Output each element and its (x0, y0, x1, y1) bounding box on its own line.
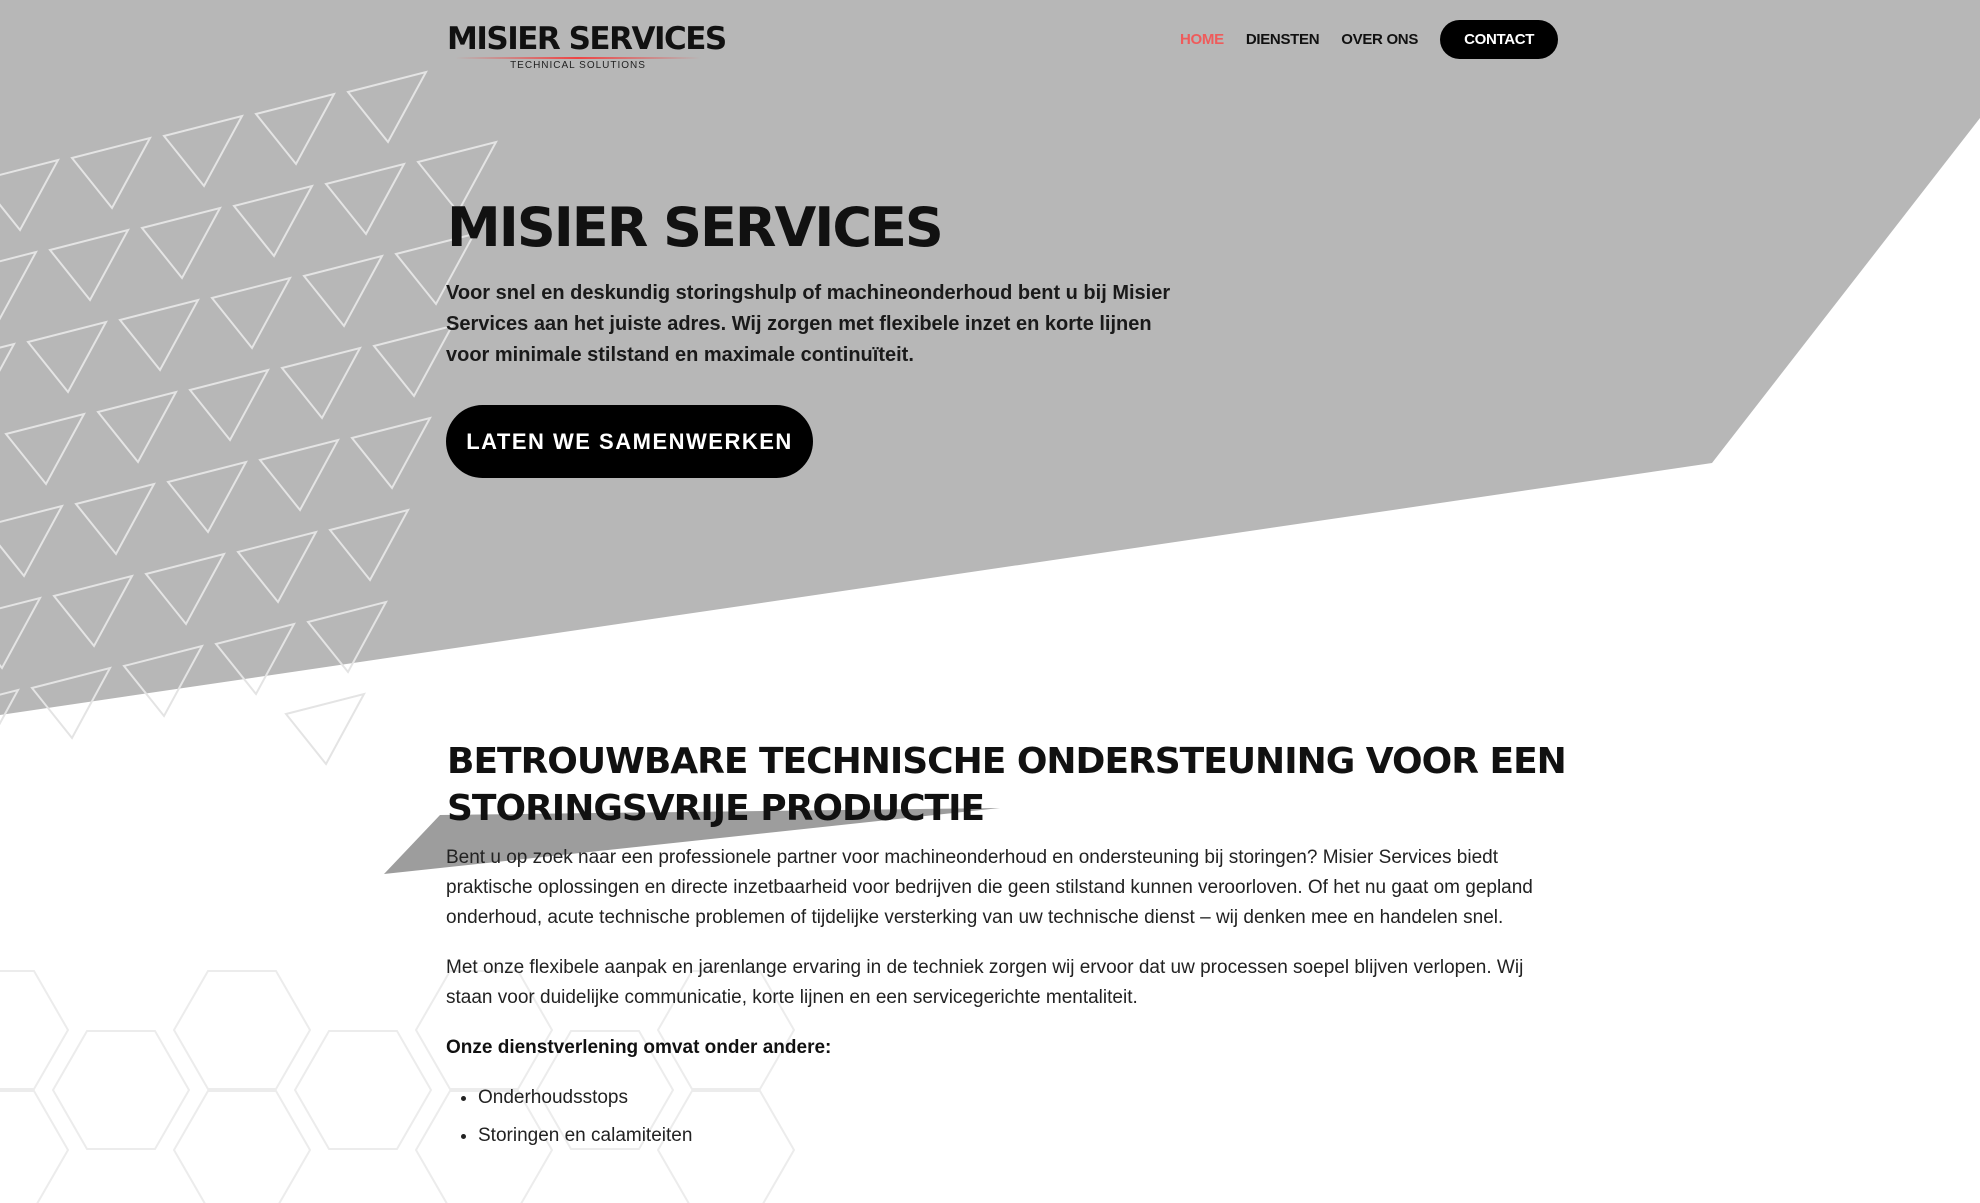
nav-over-ons[interactable]: OVER ONS (1341, 31, 1419, 48)
section-title: BETROUWBARE TECHNISCHE ONDERSTEUNING VOOR EEN STORINGSVRIJE PRODUCTIE (447, 741, 1566, 829)
section-content (446, 843, 1556, 1159)
logo-subtitle: TECHNICAL SOLUTIONS (510, 60, 646, 71)
nav-diensten[interactable]: DIENSTEN (1245, 31, 1320, 48)
hexagon-shape (53, 1031, 189, 1149)
site-header (0, 0, 1980, 80)
cta-button[interactable]: LATEN WE SAMENWERKEN (446, 405, 813, 478)
triangle-shape (286, 694, 364, 764)
intro-paragraph: Bent u op zoek naar een professionele partner voor machineonderhoud en ondersteuning bij storingen? Misier Services biedt praktische oplossingen en directe inzetbaarheid voor bedrijven die geen stilstand kunnen veroorloven. Of het nu gaat om gepland onderhoud, acute technische problemen of tijdelijke versterking van uw technische dienst – wij denken mee en handelen snel. (446, 847, 1533, 928)
hexagon-shape (0, 971, 68, 1089)
contact-button[interactable]: CONTACT (1440, 20, 1558, 59)
second-paragraph: Met onze flexibele aanpak en jarenlange ervaring in de techniek zorgen wij ervoor dat uw processen soepel blijven verlopen. Wij staan voor duidelijke communicatie, korte lijnen en een servicegerichte mentaliteit. (446, 957, 1524, 1008)
nav-home[interactable]: HOME (1180, 31, 1224, 48)
hexagon-shape (295, 1031, 431, 1149)
list-item: • Storingen en calamiteiten (478, 1121, 1556, 1151)
services-list (478, 1083, 1556, 1151)
main-nav (1180, 20, 1558, 59)
hero-title: MISIER SERVICES (447, 196, 942, 259)
list-item: • Onderhoudsstops (478, 1083, 1556, 1113)
hexagon-shape (174, 1091, 310, 1203)
logo-underline (455, 57, 701, 59)
hero-text: Voor snel en deskundig storingshulp of machineonderhoud bent u bij Misier Services aan het juiste adres. Wij zorgen met flexibele inzet en korte lijnen voor minimale stilstand en maximale continuïteit. (446, 282, 1171, 366)
logo[interactable] (447, 21, 726, 71)
hexagon-shape (0, 1091, 68, 1203)
logo-text: MISIER SERVICES (447, 21, 726, 57)
hexagon-shape (174, 971, 310, 1089)
services-list-title: Onze dienstverlening omvat onder andere: (446, 1037, 832, 1058)
